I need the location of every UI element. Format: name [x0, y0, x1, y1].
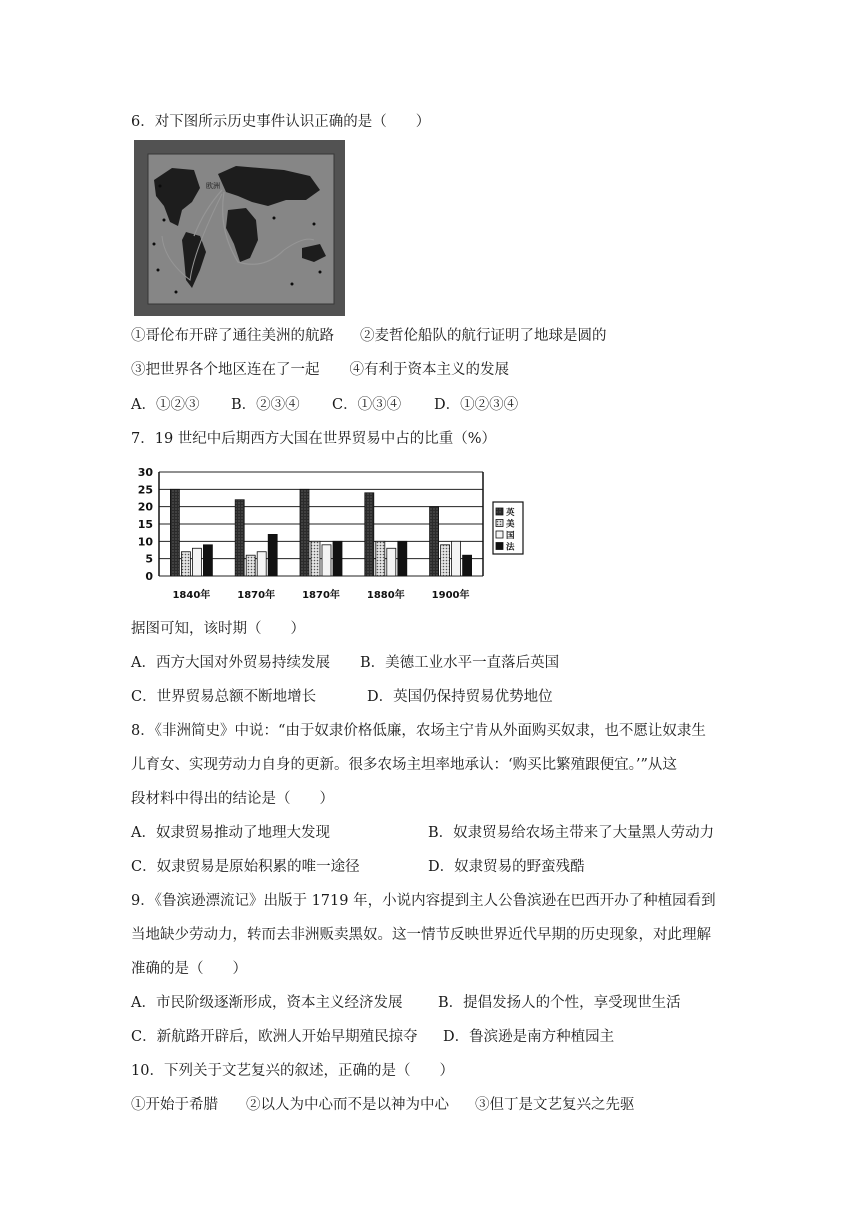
- bar: [311, 541, 320, 576]
- legend-label: 美: [506, 519, 515, 530]
- y-tick-label: 5: [145, 552, 153, 566]
- q8-option-c: C．奴隶贸易是原始积累的唯一途径: [131, 859, 360, 875]
- q7-option-a: A．西方大国对外贸易持续发展: [131, 655, 330, 671]
- bar: [333, 541, 342, 576]
- x-tick-label: 1870年: [302, 590, 340, 601]
- legend-label: 法: [506, 542, 515, 553]
- bar: [235, 500, 244, 576]
- bar: [300, 489, 309, 576]
- bar: [398, 541, 407, 576]
- bar: [181, 552, 190, 576]
- y-tick-label: 30: [137, 466, 153, 479]
- q8-option-a: A．奴隶贸易推动了地理大发现: [131, 825, 330, 841]
- q9-option-c: C．新航路开辟后，欧洲人开始早期殖民掠夺: [131, 1029, 418, 1045]
- q9-line2: 当地缺少劳动力，转而去非洲贩卖黑奴。这一情节反映世界近代早期的历史现象，对此理解: [131, 927, 711, 943]
- q9-line1: 9．《鲁滨逊漂流记》出版于 1719 年，小说内容提到主人公鲁滨逊在巴西开办了种植园看到: [131, 893, 716, 909]
- bar: [203, 545, 212, 576]
- q7-stem: 7．19 世纪中后期西方大国在世界贸易中占的比重（%）: [131, 431, 497, 447]
- q6-statement-4: ④有利于资本主义的发展: [349, 362, 509, 378]
- map-label-europe: 欧洲: [206, 182, 220, 190]
- legend-swatch: [496, 508, 503, 515]
- q8-option-d: D．奴隶贸易的野蛮残酷: [428, 859, 585, 875]
- q10-stem: 10．下列关于文艺复兴的叙述，正确的是（ ）: [131, 1063, 454, 1079]
- q8-line1: 8．《非洲简史》中说：“由于奴隶价格低廉，农场主宁肯从外面购买奴隶，也不愿让奴隶生: [131, 723, 706, 739]
- legend-swatch: [496, 520, 503, 527]
- x-tick-label: 1870年: [237, 590, 276, 601]
- q6-statement-2: ②麦哲伦船队的航行证明了地球是圆的: [360, 328, 607, 344]
- q6-statement-3: ③把世界各个地区连在了一起: [131, 362, 320, 378]
- q8-option-b: B．奴隶贸易给农场主带来了大量黑人劳动力: [428, 825, 715, 841]
- q10-statement-1: ①开始于希腊: [131, 1097, 218, 1113]
- q6-option-b: B．②③④: [231, 397, 300, 413]
- bar: [452, 541, 461, 576]
- bar: [463, 555, 472, 576]
- bar: [322, 545, 331, 576]
- q7-prompt: 据图可知，该时期（ ）: [131, 621, 305, 637]
- bar: [246, 555, 255, 576]
- trade-share-chart: [133, 460, 525, 608]
- q9-option-a: A．市民阶级逐渐形成，资本主义经济发展: [131, 995, 403, 1011]
- q6-option-c: C．①③④: [332, 397, 402, 413]
- q7-option-d: D．英国仍保持贸易优势地位: [367, 689, 553, 705]
- q6-statements-line2: [131, 360, 509, 380]
- legend-label: 英: [506, 508, 515, 518]
- y-tick-label: 20: [137, 500, 153, 514]
- bar: [430, 507, 439, 576]
- q7-option-c: C．世界贸易总额不断地增长: [131, 689, 317, 705]
- y-tick-label: 25: [137, 483, 153, 497]
- bar: [365, 493, 374, 576]
- legend-swatch: [496, 531, 503, 538]
- q6-stem: 6．对下图所示历史事件认识正确的是（ ）: [131, 114, 431, 130]
- legend-label: 国: [506, 531, 515, 541]
- q10-statement-2: ②以人为中心而不是以神为中心: [246, 1097, 449, 1113]
- bar: [268, 534, 277, 576]
- y-tick-label: 15: [137, 518, 153, 531]
- q9-option-b: B．提倡发扬人的个性，享受现世生活: [438, 995, 681, 1011]
- q8-line3: 段材料中得出的结论是（ ）: [131, 791, 334, 807]
- bar: [387, 548, 396, 576]
- q9-line3: 准确的是（ ）: [131, 961, 247, 977]
- q6-option-d: D．①②③④: [434, 397, 519, 413]
- q6-statements-line1: [131, 326, 607, 346]
- trade-share-chart-svg: [133, 460, 525, 608]
- bar: [192, 548, 201, 576]
- q10-statement-3: ③但丁是文艺复兴之先驱: [475, 1097, 635, 1113]
- bar: [441, 545, 450, 576]
- q9-option-d: D．鲁滨逊是南方种植园主: [443, 1029, 615, 1045]
- x-tick-label: 1840年: [172, 590, 211, 601]
- voyage-map-drawing: [134, 140, 345, 316]
- x-tick-label: 1900年: [431, 590, 470, 601]
- legend-swatch: [496, 543, 503, 550]
- bar: [170, 489, 179, 576]
- world-map-image: [134, 140, 345, 316]
- y-tick-label: 10: [137, 535, 153, 549]
- q10-statements: [131, 1095, 635, 1115]
- bar: [257, 552, 266, 576]
- x-tick-label: 1880年: [366, 590, 405, 601]
- q7-option-b: B．美德工业水平一直落后英国: [360, 655, 560, 671]
- q6-statement-1: ①哥伦布开辟了通往美洲的航路: [131, 328, 334, 344]
- y-tick-label: 0: [145, 570, 153, 583]
- q8-line2: 儿育女、实现劳动力自身的更新。很多农场主坦率地承认：‘购买比繁殖跟便宜。’”从这: [131, 757, 677, 773]
- bar: [376, 541, 385, 576]
- q6-option-a: A．①②③: [131, 397, 200, 413]
